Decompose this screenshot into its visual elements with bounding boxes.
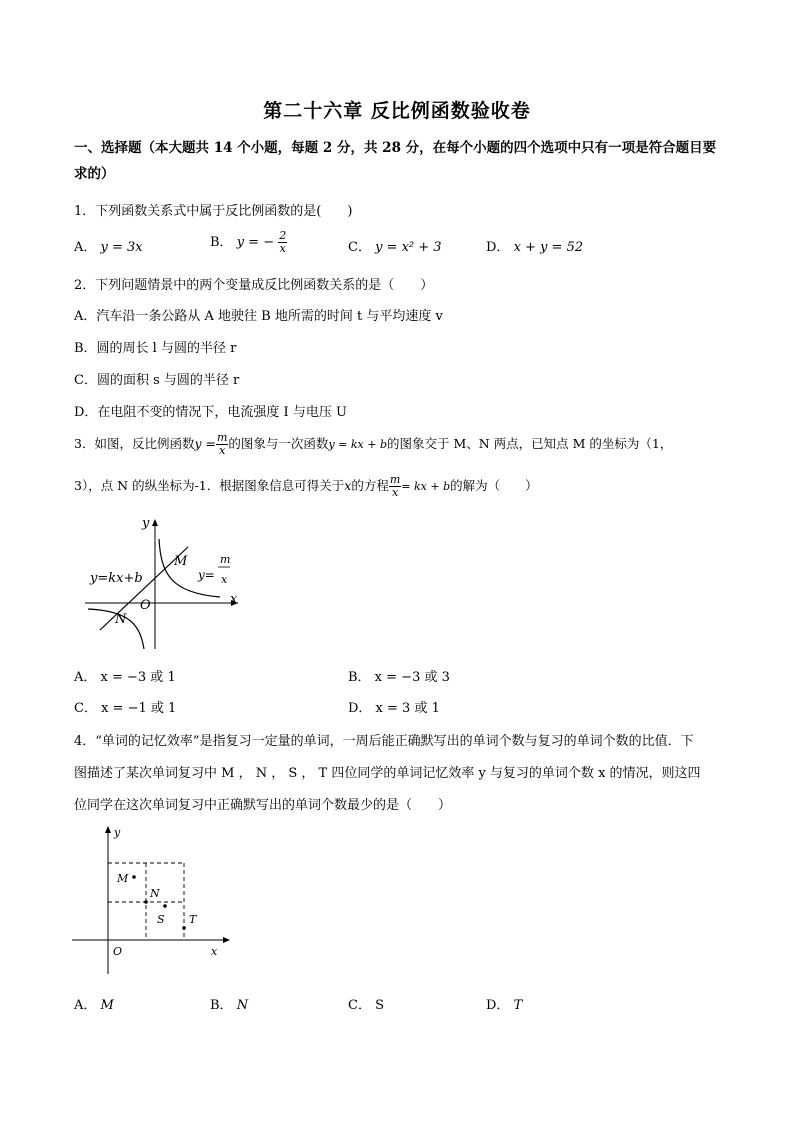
q3-eq-fraction <box>389 474 401 499</box>
q3-y-arrow <box>152 519 158 526</box>
section-heading-line1: 一、选择题（本大题共 14 个小题，每题 2 分，共 28 分，在每个小题的四个选项中只有一项是符合题目要 <box>74 140 717 156</box>
q4-b-value: N <box>236 998 249 1013</box>
q2-option-a[interactable]: A．汽车沿一条公路从 A 地驶往 B 地所需的时间 t 与平均速度 v <box>74 309 443 324</box>
q3-line2-post: 的解为（ ） <box>450 478 538 493</box>
q2-option-b[interactable]: B．圆的周长 l 与圆的半径 r <box>74 341 237 356</box>
q1-c-expr: y = x² + 3 <box>375 240 442 255</box>
q2-option-c[interactable]: C．圆的面积 s 与圆的半径 r <box>74 373 240 388</box>
q4-d-value: T <box>513 998 523 1013</box>
q3-graph <box>80 515 250 655</box>
q1-stem: 1．下列函数关系式中属于反比例函数的是( ) <box>74 204 353 219</box>
q3-linear: y = kx + b <box>328 438 387 451</box>
q3-label-x: x <box>230 592 238 607</box>
q2-stem: 2．下列问题情景中的两个变量成反比例函数关系的是（ ） <box>74 278 434 293</box>
q4-option-a[interactable] <box>74 994 114 1013</box>
q4-c-value: S <box>375 998 384 1013</box>
q4-stem-line3: 位同学在这次单词复习中正确默写出的单词个数最少的是（ ） <box>74 798 452 813</box>
q3-label-o: O <box>140 598 151 613</box>
q3-fraction <box>216 432 228 457</box>
q1-d-expr: x + y = 52 <box>513 240 584 255</box>
q3-label-linear: y=kx+b <box>90 571 143 586</box>
q4-x-arrow <box>223 937 230 943</box>
q4-a-label: A． <box>74 998 97 1013</box>
q4-label-n: N <box>150 887 160 900</box>
q3-line2-pre: 3），点 N 的纵坐标为-1．根据图象信息可得关于 <box>74 478 345 493</box>
q1-d-label: D． <box>486 240 510 255</box>
q3-label-m: M <box>174 554 188 569</box>
q4-point-t <box>182 926 186 930</box>
page-title: 第二十六章 反比例函数验收卷 <box>263 100 531 122</box>
section-heading-line2: 求的） <box>74 166 115 182</box>
q1-option-a[interactable] <box>74 236 143 255</box>
q3-label-n: N <box>115 612 127 627</box>
q4-stem-line2: 图描述了某次单词复习中 M ， N ， S ， T 四位同学的单词记忆效率 y 与复习的单词个数 x 的情况，则这四 <box>74 766 701 781</box>
q1-b-fraction <box>278 230 287 255</box>
q1-option-c[interactable] <box>348 236 442 255</box>
q4-point-n <box>144 900 148 904</box>
q4-label-x: x <box>211 945 218 958</box>
q3-stem-line2 <box>74 474 538 499</box>
q4-c-label: C． <box>348 998 371 1013</box>
q3-yeq: y = <box>194 436 216 451</box>
q1-a-label: A． <box>74 240 97 255</box>
q4-option-b[interactable] <box>210 994 248 1013</box>
q3-eq-x: x <box>391 486 399 499</box>
q4-point-s <box>163 904 167 908</box>
q1-b-label: B． <box>210 235 233 250</box>
q4-graph <box>68 822 238 978</box>
q3-stem-mid: 的图象与一次函数 <box>228 436 329 451</box>
q1-b-lhs: y = − <box>236 235 275 250</box>
q4-label-t: T <box>189 913 197 926</box>
q3-label-recip-num: m <box>220 553 231 566</box>
q3-m: m <box>216 431 228 444</box>
q3-eq-m: m <box>389 473 401 486</box>
q3-stem-line1 <box>74 432 672 457</box>
q1-c-label: C． <box>348 240 371 255</box>
q4-label-m: M <box>117 872 129 885</box>
q4-label-y: y <box>114 826 121 839</box>
q4-option-c[interactable] <box>348 994 384 1013</box>
q1-a-expr: y = 3x <box>100 240 143 255</box>
q4-d-label: D． <box>486 998 510 1013</box>
q3-option-d[interactable]: D． x = 3 或 1 <box>348 701 440 716</box>
q3-option-c[interactable]: C． x = −1 或 1 <box>74 701 177 716</box>
q4-option-d[interactable] <box>486 994 522 1013</box>
q3-stem-post: 的图象交于 M、N 两点，已知点 M 的坐标为（1， <box>386 436 673 451</box>
q3-option-b[interactable]: B． x = −3 或 3 <box>348 670 450 685</box>
q3-label-recip-lhs: y= <box>198 568 215 582</box>
q3-x: x <box>219 444 226 457</box>
q1-option-b[interactable] <box>210 230 287 255</box>
q4-stem-line1: 4．“单词的记忆效率”是指复习一定量的单词，一周后能正确默写出的单词个数与复习的单词个数的比值．下 <box>74 734 694 749</box>
q1-b-den: x <box>279 242 286 255</box>
q4-label-o: O <box>113 945 123 958</box>
q3-line2-x: x <box>344 478 352 493</box>
q1-b-num: 2 <box>279 229 287 242</box>
q4-a-value: M <box>100 998 114 1013</box>
q2-option-d[interactable]: D．在电阻不变的情况下，电流强度 I 与电压 U <box>74 405 347 420</box>
q3-option-a[interactable]: A． x = −3 或 1 <box>74 670 176 685</box>
q4-point-m <box>132 875 136 879</box>
q3-label-y: y <box>142 516 150 531</box>
q4-y-arrow <box>105 826 111 833</box>
q3-label-recip-den: x <box>221 573 228 586</box>
q1-option-d[interactable] <box>486 236 583 255</box>
q3-line2-mid: 的方程 <box>351 478 389 493</box>
q4-b-label: B． <box>210 998 233 1013</box>
q3-stem-pre: 3．如图，反比例函数 <box>74 436 195 451</box>
q3-eq-rhs: = kx + b <box>401 480 451 493</box>
q4-label-s: S <box>157 913 165 926</box>
